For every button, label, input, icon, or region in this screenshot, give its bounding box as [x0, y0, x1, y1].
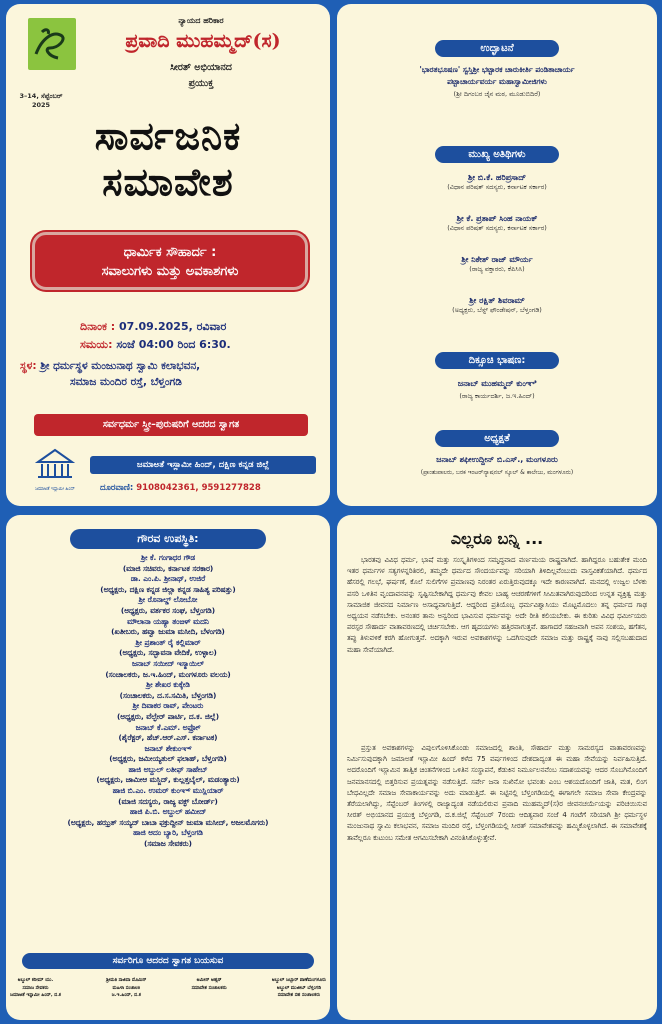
calligraphy-logo	[28, 18, 76, 70]
venue-label: ಸ್ಥಳ:	[20, 360, 37, 372]
honored-guest-role: (ಖತೀಬರು, ಹವ್ವಾ ಜುಮಾ ಮಸೀದಿ, ಬೆಳಂಗಡಿ)	[111, 627, 225, 637]
chief-guest-name: ಶ್ರೀ ರಕ್ಷಿತ್ ಶಿವರಾಮ್	[469, 296, 525, 305]
honored-guest-role: (ಶೈರೆಕ್ಟರ್, ಹೆಚ್.ಆರ್.ಎಸ್. ಕರ್ನಾಟಕ)	[118, 733, 218, 743]
chief-guest-name: ಶ್ರೀ ಬಿ.ಕೆ. ಹರಿಪ್ರಸಾದ್	[467, 173, 527, 182]
prophet-title: ಪ್ರವಾದಿ ಮುಹಮ್ಮದ್(ಸ)	[125, 30, 281, 52]
presidency-header: ಅಧ್ಯಕ್ಷತೆ	[435, 430, 559, 447]
inaugurator-line-2: ಪಟ್ಟಾಚಾರ್ಯವರ್ಯ ಮಹಾಸ್ವಾಮೀಜಿಗಳು	[447, 77, 547, 86]
chief-guest-name: ಶ್ರೀ ಕೆ. ಪ್ರತಾಪ್ ಸಿಂಹ ನಾಯಕ್	[456, 214, 538, 223]
host-line: ಶ್ರೀಮತಿ ಸಾಜಿದಾ ಮೊಮಿನ್	[106, 978, 147, 983]
prayukta-line: ಪ್ರಯುಕ್ತ	[188, 78, 214, 89]
chief-guest-role: (ವಿಧಾನ ಪರಿಷತ್ ಸದಸ್ಯರು, ಕರ್ನಾಟಕ ಸರ್ಕಾರ)	[447, 183, 547, 191]
main-heading-2: ಸಮಾವೇಶ	[102, 159, 234, 204]
host-line: ಜಮಾಅತೆ ಇಸ್ಲಾಮೀ ಹಿಂದ್, ದ.ಕ	[10, 993, 62, 998]
time-value: ಸಂಜೆ 04:00 ರಿಂದ 6:30.	[116, 338, 231, 351]
honored-guest-role: (ಅಧ್ಯಕ್ಷರು, ವರ್ತಕರ ಸಂಘ, ಬೆಳ್ತಂಗಡಿ)	[120, 605, 216, 615]
honored-guest-name: ಹಾಜಿ ಪಿ.ಬಿ. ಅಬ್ದುಲ್ ಹಮೀದ್	[129, 807, 207, 817]
invitation-text-panel	[337, 515, 657, 1020]
host-column	[272, 977, 326, 1000]
event-year: 2025	[31, 101, 51, 109]
org-logo	[32, 446, 78, 486]
honored-guest-role: (ಮಾಜಿ ಸಚಿವರು, ಕರ್ನಾಟಕ ಸರಕಾರ)	[122, 563, 214, 573]
phone-row	[100, 483, 261, 493]
inauguration-header: ಉದ್ಘಾಟನೆ	[435, 40, 559, 57]
venue-row	[20, 358, 322, 375]
honored-header: ಗೌರವ ಉಪಸ್ಥಿತಿ:	[70, 529, 266, 549]
honored-guest-role: (ಅಧ್ಯಕ್ಷರು, ವೆಲ್ಫೇರ್ ಪಾರ್ಟಿ, ದ.ಕ. ಜಿಲ್ಲೆ)	[116, 711, 220, 721]
chief-guests-list	[343, 172, 651, 315]
honored-guest-role: (ಅಧ್ಯಕ್ಷರು, ಜಾಮೀಆ ಮಸ್ಜಿದ್, ಕುಲ್ಲತ್ತಬೈಲ್, ಮಡಂತ್ಯಾರು)	[96, 775, 240, 785]
host-line: ಸಮಾವೇಶ ಸಹ ಸಂಚಾಲಕರು	[277, 993, 321, 998]
seerat-line: ಸೀರತ್ ಅಭಿಯಾನದ	[170, 62, 232, 73]
honored-guest-role: (ಸಂಚಾಲಕರು, ದ.ಸ.ಸಮಿತಿ, ಬೆಳ್ತಂಗಡಿ)	[119, 690, 217, 700]
honored-guest-name: ಶ್ರೀ ಪ್ರಶಾಂತ್ ರೈ ಕಲ್ಲಿಮಾರ್	[135, 637, 201, 647]
honored-guest-name: ಜನಾಬ್ ಕೆ.ಎಮ್. ಅಫ್ರೋ್	[135, 722, 201, 732]
host-column	[192, 977, 227, 1000]
chief-guest-role: (ವಿಧಾನ ಪರಿಷತ್ ಸದಸ್ಯರು, ಕರ್ನಾಟಕ ಸರ್ಕಾರ)	[447, 224, 547, 232]
inaugurator-line-1: 'ಭಾರತಭೂಷಣ' ಸ್ವಸ್ತಿಶ್ರೀ ಭಟ್ಟಾರಕ ಚಾರುಕೀರ್ತಿ ಪಂಡಿತಾಚಾರ್ಯ	[419, 65, 575, 74]
welcome-bar: ಸರ್ವಧರ್ಮ ಸ್ತ್ರೀ–ಪುರುಷರಿಗೆ ಆದರದ ಸ್ವಾಗತ	[34, 414, 308, 436]
honored-guest-name: ಡಾ. ಎಂ.ಪಿ. ಶ್ರೀನಾಥ್, ಉಜಿರೆ	[130, 574, 206, 584]
chief-guest-name: ಶ್ರೀ ನಿಕೇತ್ ರಾಜ್ ಮೌರ್ಯ	[461, 255, 533, 264]
honored-guest-name: ಹಾಜಿ ಅದಂ ಬ್ಯಾರಿ, ಬೆಳ್ತಂಗಡಿ	[133, 828, 203, 838]
date-row	[80, 320, 226, 334]
keynote-name: ಜನಾಬ್ ಮುಹಮ್ಮದ್ ಕುಂಞಿ	[457, 379, 537, 388]
main-heading-1: ಸಾರ್ವಜನಿಕ	[94, 113, 242, 158]
honored-guest-role: (ಮಾಜಿ ಸದಸ್ಯರು, ರಾಜ್ಯ ವಕ್ಫ್ ಬೋರ್ಡ್)	[118, 796, 218, 806]
honored-guest-role: (ಅಧ್ಯಕ್ಷರು, ಸದ್ಭಾವನಾ ವೇದಿಕೆ, ಉಳ್ಳಾಲ)	[119, 648, 217, 658]
date-label: ದಿನಾಂಕ :	[80, 320, 116, 333]
event-dates: 3–14, ಸೆಪ್ಟೆಂಬರ್	[19, 92, 63, 100]
invite-title: ಎಲ್ಲರೂ ಬನ್ನಿ ...	[450, 529, 544, 548]
time-row	[80, 338, 231, 352]
honored-guest-name: ಹಾಜಿ ಬಿ.ಎಂ. ಉಮರ್ ಕುಂಞ್ ಮುಸ್ಲಿಯಾರ್	[112, 786, 224, 796]
theme-line-1: ಧಾರ್ಮಿಕ ಸೌಹಾರ್ದ :	[123, 245, 217, 260]
host-line: ಮಹಿಳಾ ಸಂಚಾಲಕಿ	[112, 985, 141, 991]
invite-paragraph-2: ಪ್ರಸ್ತುತ ಅವಕಾಶಗಳನ್ನು ವಿಪುಲಗೊಳಿಸಿಕೊಂಡು ಸಮಾಜದಲ್ಲಿ ಶಾಂತಿ, ಸೌಹಾರ್ದ ಮತ್ತು ಸಾಮರಸ್ಯದ ವಾತಾವರಣವನ್ನು ನಿರ್ಮಿಸುವುದಕ್ಕಾಗಿ ಜಮಾಅತೆ ಇಸ್ಲಾಮೀ ಹಿಂದ್ ಕಳೆದ 75 ವರ್ಷಗಳಿಂದ ದೇಶದಾದ್ಯಂತ ಈ ಮಹಾ ಸೇವೆಯನ್ನು ನಿರ್ವಹಿಸುತ್ತಿದೆ. ಅದರೊಂದಿಗೆ ಇಸ್ಲಾಮಿನ ತಾತ್ವಿಕ ಚಿಂತನೆಗಳಿಂದ ಒಳಿತಿನ ಸಂಸ್ಥಾಪನೆ, ಕೆಡುಕಿನ ನಿರ್ಮೂಲನವೆಂಬ ಸದಾಶಯವನ್ನು ಆದರ ಸೊಬಗಿನೊಂದಿಗೆ ಜನಮಾನಸದಲ್ಲಿ ಬಿತ್ತರಿಸುವ ಪ್ರಯತ್ನವನ್ನು ನಡೆಸುತ್ತಿದೆ. ಸರ್ವೇ ಜನಾ ಸುಖಿನೋ ಭವಂತು ಎಂಬ ಆಶಯದೊಂದಿಗೆ ಜಾತಿ, ಮತ, ಲಿಂಗ ಬೇಧವಿಲ್ಲದೇ ಸಮಾಜ ಸೇವಾಕಾರ್ಯವನ್ನು ಅದು ಮಾಡುತ್ತಿದೆ. ಈ ನಿಟ್ಟಿನಲ್ಲಿ ಬೆಳ್ತಂಗಡಿಯಲ್ಲಿ ಈಗಾಗಲೇ ಸಮಾಜ ಸೇವಾ ಕೇಂದ್ರವನ್ನು ತೆರೆಯಲಾಗಿದ್ದು, ಸೆಪ್ಟೆಂಬರ್ ತಿಂಗಳಲ್ಲಿ ರಾಜ್ಯಾದ್ಯಂತ ನಡೆಯಲಿರುವ ಪ್ರವಾದಿ ಮುಹಮ್ಮದ್(ಸ)ರ ಜೀವನಚರ್ಯೆಯನ್ನು ಪರಿಚಯಿಸುವ ಸೀರತ್ ಅಭಿಯಾನದ ಪ್ರಯುಕ್ತ ಬೆಳ್ತಂಗಡಿ, ದ.ಕ.ಜಿಲ್ಲೆ ಸೆಪ್ಟೆಂಬರ್ 7ರಂದು ಆದಿತ್ಯವಾರ ಸಂಜೆ 4 ಗಂಟೆಗೆ ಸರಿಯಾಗಿ ಶ್ರೀ ಧರ್ಮಸ್ಥಳ ಮಂಜುನಾಥ ಸ್ವಾಮಿ ಕಲಾಭವನ, ಸಮಾಜ ಮಂದಿರ ರಸ್ತೆ, ಬೆಳ್ತಂಗಡಿಯಲ್ಲಿ ಸೀರತ್ ಸಮಾವೇಶವನ್ನು ಹಮ್ಮಿಕೊಳ್ಳಲಾಗಿದೆ. ಈ ಸಮಾವೇಶಕ್ಕೆ ತಾವೆಲ್ಲರೂ ಕುಟುಂಬ ಸಮೇತ ಆಗಮಿಸಬೇಕಾಗಿ ವಿನಂತಿಸಿಕೊಳ್ಳುತ್ತೇವೆ.	[347, 744, 647, 842]
honored-guest-name: ಶ್ರೀ ಶೇಖರ ಕುಕ್ಕೇಡಿ	[146, 680, 190, 690]
honored-guest-name: ಜನಾಬ್ ಸಯೀದ್ ಇಸ್ಮಾಯಿಲ್	[132, 658, 204, 668]
theme-box	[32, 232, 308, 290]
host-column	[106, 977, 146, 1000]
keynote-header: ದಿಕ್ಸೂಚಿ ಭಾಷಣ:	[435, 352, 559, 369]
guests-panel	[337, 4, 657, 506]
honored-guest-role: (ಅಧ್ಯಕ್ಷರು, ಜಮೀಯ್ಯತುಲ್ ಫಲಾಹ್, ಬೆಳ್ತಂಗಡಿ)	[109, 754, 227, 764]
host-line: ಅಬ್ದುಲ್ ಜಬ್ಬಾರ್ ಪಾಣೆಮಂಗಳೂರು	[271, 978, 326, 983]
top-tagline: ನ್ಯಾಯದ ಹರಿಕಾರ	[178, 16, 224, 25]
honored-guest-role: (ಅಧ್ಯಕ್ಷರು, ದಕ್ಷಿಣ ಕನ್ನಡ ಜಿಲ್ಲಾ ಕನ್ನಡ ಸಾಹಿತ್ಯ ಪರಿಷತ್ತು)	[100, 584, 236, 594]
host-column	[10, 977, 61, 1000]
venue-line-2: ಸಮಾಜ ಮಂದಿರ ರಸ್ತೆ, ಬೆಳ್ತಂಗಡಿ	[70, 376, 182, 388]
chief-guest-role: (ಅಧ್ಯಕ್ಷರು, ಬೆಸ್ಟ್ ಫೌಂಡೇಷನ್, ಬೆಳ್ತಂಗಡಿ)	[452, 306, 542, 314]
org-logo-text: ಜಮಾಅತೆ ಇಸ್ಲಾಮೀ ಹಿಂದ್	[35, 487, 75, 492]
honored-guest-name: ಜನಾಬ್ ಶೇಕುಂಞ್	[144, 743, 192, 753]
date-value: 07.09.2025, ರವಿವಾರ	[119, 320, 227, 333]
host-line: ಅಮೀನ್ ಅಹ್ಸನ್	[196, 978, 222, 983]
org-name-bar: ಜಮಾಅತೆ ಇಸ್ಲಾಮೀ ಹಿಂದ್, ದಕ್ಷಿಣ ಕನ್ನಡ ಜಿಲ್ಲೆ	[90, 456, 316, 474]
chief-guest-role: (ರಾಜ್ಯ ವಕ್ತಾರರು, ಕೆಪಿಸಿಸಿ)	[469, 265, 525, 273]
president-role: (ಪ್ರಾಂಶುಪಾಲರು, ಬರಕ ಇಂಟರ್‌ನ್ಯಾಷನಲ್ ಸ್ಕೂಲ್ & ಕಾಲೇಜು, ಮಂಗಳೂರು)	[420, 469, 574, 476]
host-line: ಅಬ್ದುಲ್ ಕರೀಮ್ ಯು.	[17, 978, 54, 983]
honored-guest-name: ಶ್ರೀ ರೊನಾಲ್ಡ್ ಲೋಬೋ	[138, 595, 198, 605]
phone-numbers: 9108042361, 9591277828	[136, 483, 261, 493]
keynote-role: (ರಾಜ್ಯ ಕಾರ್ಯದರ್ಶಿ, ಜ.ಇ.ಹಿಂದ್)	[459, 392, 535, 400]
inaugurator-line-3: (ಶ್ರೀ ದಿಗಂಬರ ಜೈನ ಮಠ, ಮೂಡುಬಿದಿರೆ)	[453, 90, 541, 98]
honored-presence-panel	[6, 515, 330, 1020]
host-line: ಸಮಾಜ ಸೇವಕರು	[22, 985, 49, 991]
honored-guest-role: (ಸಮಾಜ ಸೇವಕರು)	[144, 839, 192, 849]
honored-guest-role: (ಸಂಚಾಲಕರು, ಜ.ಇ.ಹಿಂದ್, ಮಂಗಳೂರು ವಲಯ)	[105, 669, 231, 679]
phone-label: ದೂರವಾಣಿ:	[100, 483, 134, 493]
honored-guest-role: (ಅಧ್ಯಕ್ಷರು, ಹಝ್ರತ್ ಸಯ್ಯದ್ ಬಾಬಾ ಫಕ್ರುದ್ದೀನ್ ಜುಮಾ ಮಸೀದ್, ಅಜಲಮೊಗರು)	[67, 817, 269, 827]
honored-guest-name: ಶ್ರೀ ಕೆ. ಗಂಗಾಧರ ಗೌಡ	[141, 553, 195, 562]
hosts-row	[10, 977, 326, 1000]
invite-paragraph-1: ಭಾರತವು ವಿವಿಧ ಧರ್ಮ, ಭಾಷೆ ಮತ್ತು ಸಂಸ್ಕೃತಿಗಳಿಂದ ಸಮೃದ್ಧವಾದ ವರ್ಣಮಯ ರಾಷ್ಟ್ರವಾಗಿದೆ. ಹಾಗಿದ್ದರೂ ಬಹುತೇಕ ಮಂದಿ ಇತರ ಧರ್ಮಗಳ ಸತ್ಯಗಳನ್ನರಿತಿರಲಿ, ತಮ್ಮದೇ ಧರ್ಮದ ಸೌಂದರ್ಯವನ್ನು ಸರಿಯಾಗಿ ತಿಳಿದಿಲ್ಲವೆಂಬುದು ವಾಸ್ತವಿಕತೆಯಾಗಿದೆ. ಧರ್ಮದ ಹೆಸರಲ್ಲಿ ಗಲಭೆ, ಘರ್ಷಣೆ, ಕೊಲೆ ಸುಲಿಗೆಗಳ ಪ್ರಮಾಣವು ನಿರಂತರ ಏರುತ್ತಿರುವುದಕ್ಕೂ ಇದೇ ಕಾರಣವಾಗಿದೆ. ಮನದಲ್ಲಿ ಉಜ್ವಲ ಬೆಳಕು ಪಸರಿ ಒಳಿತಿನ ವೃಂದಾವನವನ್ನು ಸೃಷ್ಟಿಸಬೇಕಾಗಿದ್ದ ಧರ್ಮವು ಕೇವಲ ಬಾಹ್ಯ ಆಚರಣೆಗಳಿಗೆ ಸೀಮಿತವಾಗಿರುವುದರಿಂದ ಉನ್ನತ ವ್ಯಕ್ತಿತ್ವ ಮತ್ತು ಸಾಮಾಜಿಕ ಜೀವನದ ನಿರ್ಮಾಣ ಅಸಾಧ್ಯವಾಗುತ್ತಿದೆ. ಆದ್ದರಿಂದ ಪ್ರತಿಯೊಬ್ಬ ಧರ್ಮವಿಶ್ವಾಸಿಯು ಮೊಟ್ಟಮೊದಲು ತನ್ನ ಧರ್ಮದ ಗಾಢ ಅಧ್ಯಯನ ನಡೆಸಬೇಕು. ಅನಂತರ ತಾನು ಅನ್ವರಿಂದ ಭಾವಿಸುವ ಧರ್ಮವನ್ನು ಅದೇ ರೀತಿ ಕಲಿಯಬೇಕು. ಈ ಕುರಿತು ವಿವಿಧ ಧರ್ಮೀಯರು ಪರಸ್ಪರ ಸೌಹಾರ್ದ ವಾತಾವರಣದಲ್ಲಿ ಚರ್ಚಿಸಬೇಕು. ಆಗ ಹೃದಯಗಳು ಹತ್ತಿರವಾಗುತ್ತವೆ. ಹಾಗಾದರೆ ಸಹಜವಾಗಿ ಅಪನ ಸಂಶಯ, ಹಗೆತನ, ತಪ್ಪು ತಿಳುವಳಿಕೆ ಕರಗಿ ಹೋಗುತ್ತವೆ. ಅದಕ್ಕಾಗಿ ಇರುವ ಅವಕಾಶಗಳನ್ನು ಒದಗಿಸುವುದೇ ಸಮಾಜ ಮತ್ತು ರಾಷ್ಟ್ರಕ್ಕೆ ನಾವು ಸಲ್ಲಿಸಬಹುದಾದ ಮಹಾ ಸೇವೆಯಾಗಿದೆ.	[347, 556, 647, 654]
chief-guests-header: ಮುಖ್ಯ ಅತಿಥಿಗಳು	[435, 146, 559, 163]
time-label: ಸಮಯ:	[80, 338, 113, 351]
venue-line-1: ಶ್ರೀ ಧರ್ಮಸ್ಥಳ ಮಂಜುನಾಥ ಸ್ವಾಮಿ ಕಲಾಭವನ,	[40, 360, 201, 372]
welcome-bar-bottom: ಸರ್ವರಿಗೂ ಆದರದ ಸ್ವಾಗತ ಬಯಸುವ	[22, 953, 314, 969]
honored-guest-name: ಹಾಜಿ ಅಬ್ದುಲ್ ಲತೀಫ್ ಸಾಹೇಬ್	[128, 764, 208, 774]
theme-line-2: ಸವಾಲುಗಳು ಮತ್ತು ಅವಕಾಶಗಳು	[101, 264, 239, 279]
honored-list	[8, 553, 328, 850]
host-line: ಸಮಾವೇಶ ಸಂಚಾಲಕರು	[191, 985, 227, 991]
honored-guest-name: ಶ್ರೀ ದಿವಾಕರ ರಾವ್, ಪೇಂಟರು	[132, 701, 204, 711]
president-name: ಜನಾಬ್ ಶಫೀಉದ್ದೀನ್ ಬಿ.ಎಸ್., ಮಂಗಳೂರು	[436, 455, 558, 464]
host-line: ಅಬ್ದುಲ್ ಮುಜೀಬ್ ಬೆಳ್ತಂಗಡಿ	[276, 985, 322, 991]
honored-guest-name: ಮೌಲಾನಾ ಯಹ್ಯಾ ತಂಙಳ್ ಮದನಿ	[127, 616, 209, 626]
host-line: ಜ.ಇ.ಹಿಂದ್, ದ.ಕ	[111, 993, 141, 998]
poster-main-panel	[6, 4, 330, 506]
